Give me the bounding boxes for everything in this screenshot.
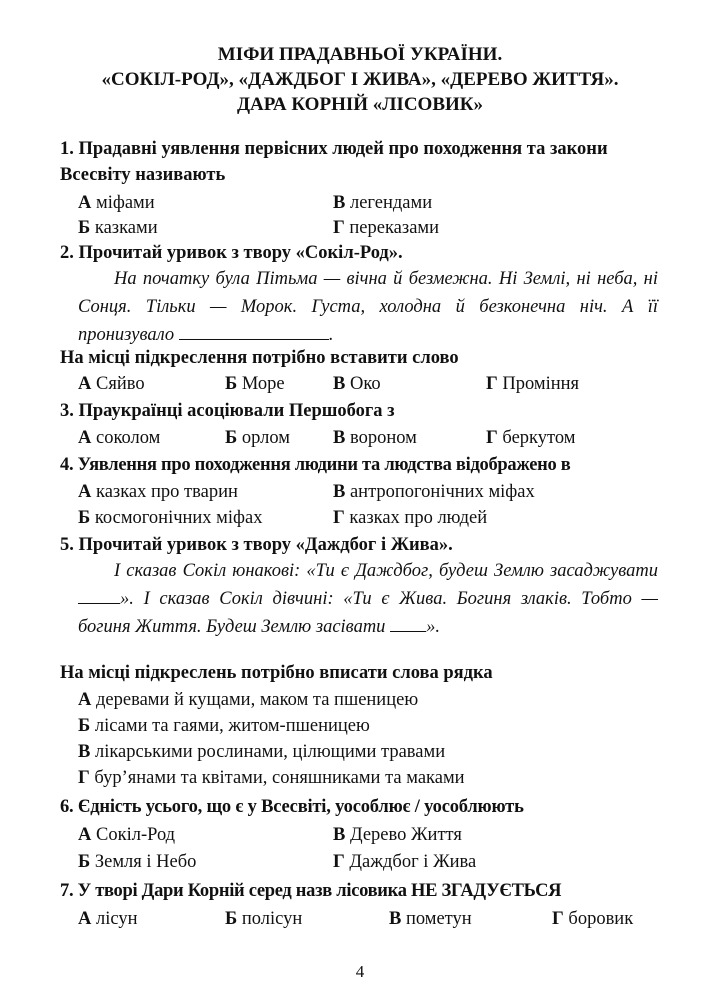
q4-option-b: Б космогонічних міфах: [78, 508, 263, 528]
q6-option-a: А Сокіл-Род: [78, 825, 176, 845]
q3-option-a: А соколом: [78, 428, 161, 448]
q2-option-g: Г Проміння: [486, 374, 580, 394]
q2-option-b: Б Море: [225, 374, 285, 394]
q7-option-v: В пометун: [389, 909, 472, 929]
q5-excerpt: І сказав Сокіл юнакові: «Ти є Даждбог, будеш Землю засаджувати ». І сказав Сокіл дівчині: «Ти є Жива. Богиня злаків. Тобто — богиня Життя. Будеш Землю засівати ».: [78, 561, 658, 637]
q5-option-g: Г бур’янами та квітами, соняшниками та маками: [78, 768, 465, 788]
q4-option-a: А казках про тварин: [78, 482, 238, 502]
q5-option-b: Б лісами та гаями, житом-пшеницею: [78, 716, 370, 736]
q5-option-a: А деревами й кущами, маком та пшеницею: [78, 690, 419, 710]
title-line-3: ДАРА КОРНІЙ «ЛІСОВИК»: [236, 94, 484, 115]
q4-option-v: В антропогонічних міфах: [333, 482, 535, 502]
page-number: 4: [355, 962, 365, 981]
question-2: 2. Прочитай уривок з твору «Сокіл-Род».: [60, 243, 403, 263]
question-1: 1. Прадавні уявлення первісних людей про походження та закони Всесвіту називають: [60, 139, 608, 185]
question-6: 6. Єдність усього, що є у Всесвіті, уособлює / уособлюють: [60, 797, 524, 817]
q5-option-v: В лікарськими рослинами, цілющими травами: [78, 742, 446, 762]
q6-option-b: Б Земля і Небо: [78, 852, 197, 872]
question-7: 7. У творі Дари Корній серед назв лісовика НЕ ЗГАДУЄТЬСЯ: [60, 881, 562, 901]
q3-option-v: В вороном: [333, 428, 417, 448]
q5-prompt: На місці підкреслень потрібно вписати слова рядка: [60, 663, 493, 683]
question-3: 3. Праукраїнці асоціювали Першобога з: [60, 401, 395, 421]
q1-option-v: В легендами: [333, 193, 433, 213]
q7-option-b: Б полісун: [225, 909, 303, 929]
title-line-2: «СОКІЛ-РОД», «ДАЖДБОГ І ЖИВА», «ДЕРЕВО ЖИТТЯ».: [101, 69, 619, 90]
q1-option-a: А міфами: [78, 193, 155, 213]
q7-option-g: Г боровик: [552, 909, 634, 929]
q2-option-v: В Око: [333, 374, 381, 394]
question-4: 4. Уявлення про походження людини та людства відображено в: [60, 455, 571, 475]
q3-option-g: Г беркутом: [486, 428, 576, 448]
q3-option-b: Б орлом: [225, 428, 290, 448]
q1-option-b: Б казками: [78, 218, 158, 238]
title-line-1: МІФИ ПРАДАВНЬОЇ УКРАЇНИ.: [217, 44, 503, 65]
q2-excerpt: На початку була Пітьма — вічна й безмежна. Ні Землі, ні неба, ні Сонця. Тільки — Морок. Густа, холодна й безконечна ніч. А її пронизувало .: [78, 269, 658, 345]
question-5: 5. Прочитай уривок з твору «Даждбог і Жива».: [60, 535, 453, 555]
q1-option-g: Г переказами: [333, 218, 440, 238]
q6-option-v: В Дерево Життя: [333, 825, 462, 845]
q2-prompt: На місці підкреслення потрібно вставити слово: [60, 348, 459, 368]
q2-option-a: А Сяйво: [78, 374, 145, 394]
q7-option-a: А лісун: [78, 909, 138, 929]
q6-option-g: Г Даждбог і Жива: [333, 852, 477, 872]
q4-option-g: Г казках про людей: [333, 508, 488, 528]
